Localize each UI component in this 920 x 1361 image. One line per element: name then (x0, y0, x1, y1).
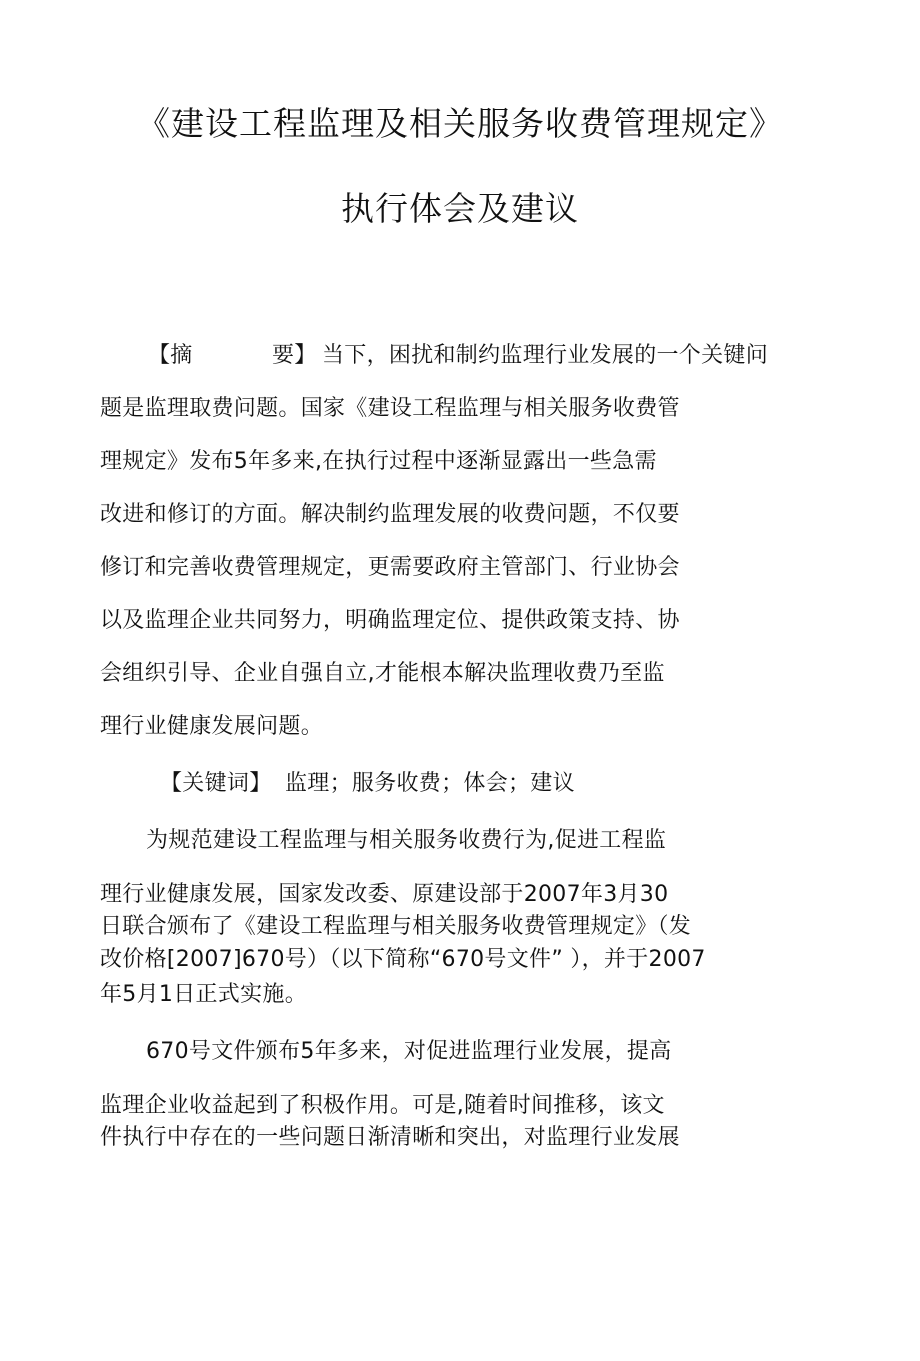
body-line: 670号文件颁布5年多来，对促进监理行业发展，提高 (146, 1039, 672, 1064)
body-line: 日联合颁布了《建设工程监理与相关服务收费管理规定》（发 (100, 914, 692, 939)
document-title-line-2: 执行体会及建议 (341, 189, 579, 228)
abstract-line: 理规定》发布5年多来,在执行过程中逐渐显露出一些急需 (100, 449, 657, 474)
abstract-line: 修订和完善收费管理规定，更需要政府主管部门、行业协会 (100, 555, 680, 580)
body-line: 件执行中存在的一些问题日渐清晰和突出，对监理行业发展 (100, 1125, 680, 1150)
keywords-text: 监理；服务收费；体会；建议 (285, 771, 575, 796)
abstract-line: 改进和修订的方面。解决制约监理发展的收费问题，不仅要 (100, 502, 680, 527)
abstract-label-left: 【摘 (148, 343, 193, 368)
body-line: 年5月1日正式实施。 (100, 982, 307, 1007)
body-line: 监理企业收益起到了积极作用。可是,随着时间推移，该文 (100, 1093, 665, 1118)
abstract-line: 会组织引导、企业自强自立,才能根本解决监理收费乃至监 (100, 661, 665, 686)
body-line: 为规范建设工程监理与相关服务收费行为,促进工程监 (146, 828, 667, 853)
document-title-line-1: 《建设工程监理及相关服务收费管理规定》 (137, 104, 783, 143)
abstract-line: 当下，困扰和制约监理行业发展的一个关键问 (322, 343, 769, 368)
abstract-line: 理行业健康发展问题。 (100, 714, 324, 739)
keywords-label: 【关键词】 (160, 771, 272, 796)
body-line: 改价格[2007]670号）（以下简称“670号文件” ），并于2007 (100, 947, 706, 972)
abstract-label-right: 要】 (272, 343, 317, 368)
abstract-line: 以及监理企业共同努力，明确监理定位、提供政策支持、协 (100, 608, 680, 633)
body-line: 理行业健康发展，国家发改委、原建设部于2007年3月30 (100, 882, 669, 907)
abstract-line: 题是监理取费问题。国家《建设工程监理与相关服务收费管 (100, 396, 680, 421)
